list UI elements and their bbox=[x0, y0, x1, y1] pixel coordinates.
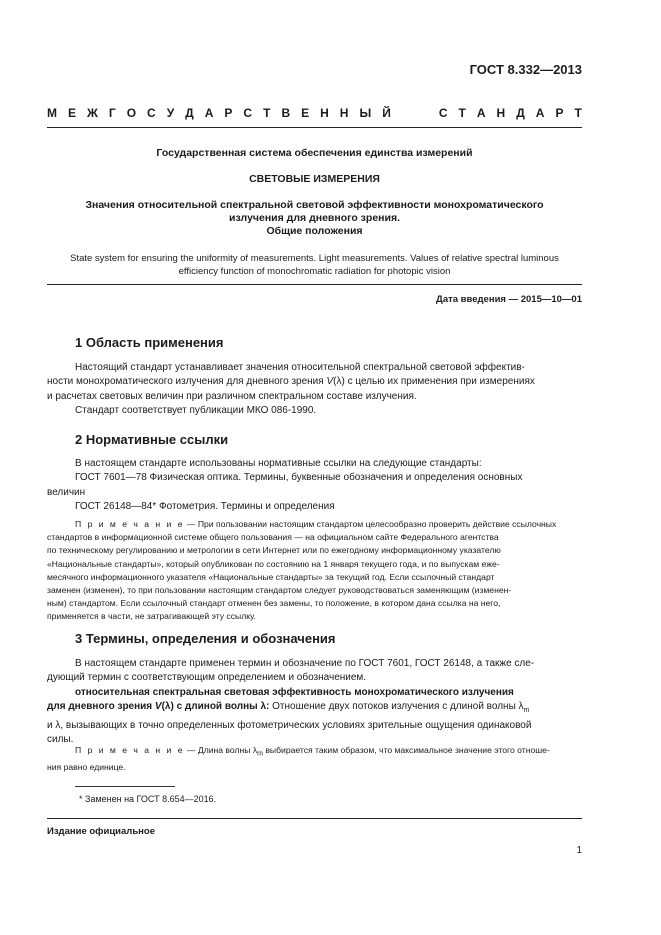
header-rule bbox=[47, 127, 582, 128]
publication-note: Издание официальное bbox=[47, 826, 155, 837]
banner-letter: Н bbox=[320, 106, 329, 120]
banner-letter: С bbox=[243, 106, 253, 120]
banner-letter: О bbox=[126, 106, 137, 120]
section-1-heading: 1 Область применения bbox=[75, 335, 224, 350]
banner-letter: А bbox=[535, 106, 545, 120]
banner-letter: С bbox=[438, 106, 448, 120]
section-3-paragraph: В настоящем стандарте применен термин и обозначение по ГОСТ 7601, ГОСТ 26148, а также сле- дующий термин с соответствующим определением и обозначением. относительная спектральная световая эффективность монохроматического излучения для дневного зрения V(λ) с длиной волны λ: Отношение двух потоков излучения с длиной волны $\lambda_m$ и λ, вызывающих в точно определенных фотометрических условиях зрительные ощущения одинаковой силы. bbox=[47, 658, 535, 746]
banner-letter: Н bbox=[496, 106, 506, 120]
banner-letter: Т bbox=[263, 106, 271, 120]
banner-letter: М bbox=[47, 106, 57, 120]
banner-letter: Т bbox=[458, 106, 466, 120]
banner-letter: Р bbox=[555, 106, 564, 120]
banner-letter: С bbox=[147, 106, 156, 120]
footer-rule bbox=[47, 818, 582, 819]
banner-gap bbox=[402, 106, 428, 120]
title-rule bbox=[47, 284, 582, 285]
banner-letter: Р bbox=[224, 106, 233, 120]
banner-letter: У bbox=[166, 106, 175, 120]
banner-letter: Ж bbox=[87, 106, 98, 120]
banner-letter: Н bbox=[339, 106, 349, 120]
section-2-note: П р и м е ч а н и е — При пользовании настоящим стандартом целесообразно проверить действие ссылочных стандартов в информационной системе общего пользования — на официальном сайте Федерального агентства по техническому регулированию и метрологии в сети Интернет или по ежегодному информационному указателю «Национальные стандарты», который опубликован по состоянию на 1 января текущего года, и по выпускам еже- месячного информационного указателя «Национальные стандарты» за текущий год. Если ссылочный стандарт заменен (изменен), то при пользовании настоящим стандартом следует руководствоваться заменяющим (изменен- ным) стандартом. Если ссылочный стандарт отменен без замены, то положение, в котором дана ссылка на него, применяется в части, не затрагивающей эту ссылку. bbox=[47, 519, 557, 622]
section-2-paragraph: В настоящем стандарте использованы нормативные ссылки на следующие стандарты: ГОСТ 7601—78 Физическая оптика. Термины, буквенные обозначения и определения основных величин ГОСТ 26148—84* Фотометрия. Термины и определения bbox=[47, 458, 523, 513]
standard-subject: СВЕТОВЫЕ ИЗМЕРЕНИЯ bbox=[249, 173, 380, 185]
section-1-paragraph: Настоящий стандарт устанавливает значения относительной спектральной световой эффектив- ности монохроматического излучения для дневного зрения V(λ) с целью их применения при измерениях и расчетах световых величин при различном спектральном составе излучения. Стандарт соответствует публикации МКО 086-1990. bbox=[47, 362, 535, 417]
page-number: 1 bbox=[576, 845, 582, 856]
banner-letter: Е bbox=[68, 106, 77, 120]
section-2-heading: 2 Нормативные ссылки bbox=[75, 432, 229, 447]
banner-letter: Т bbox=[574, 106, 582, 120]
footnote-rule bbox=[75, 786, 175, 787]
interstate-standard-banner bbox=[47, 106, 582, 120]
banner-letter: Ы bbox=[359, 106, 372, 120]
english-title: State system for ensuring the uniformity of measurements. Light measurements. Values of relative spectral luminous efficiency function of monochromatic radiation for photopic vision bbox=[70, 253, 559, 277]
effective-date: Дата введения — 2015—10—01 bbox=[436, 294, 582, 305]
banner-letter: Д bbox=[185, 106, 194, 120]
section-3-note: П р и м е ч а н и е — Длина волны $\lambda_m$ выбирается таким образом, что максимальное значение этого отноше- ния равно единице. bbox=[47, 745, 550, 772]
banner-letter: Е bbox=[301, 106, 310, 120]
standard-title: Значения относительной спектральной световой эффективности монохроматического излучения для дневного зрения. Общие положения bbox=[85, 199, 544, 237]
standard-system: Государственная система обеспечения единства измерений bbox=[156, 147, 473, 159]
banner-letter: А bbox=[204, 106, 214, 120]
section-3-heading: 3 Термины, определения и обозначения bbox=[75, 631, 336, 646]
footnote: * Заменен на ГОСТ 8.654—2016. bbox=[79, 794, 217, 804]
banner-letter: А bbox=[476, 106, 486, 120]
document-code: ГОСТ 8.332—2013 bbox=[469, 62, 582, 77]
banner-letter: Г bbox=[108, 106, 116, 120]
banner-letter: В bbox=[281, 106, 291, 120]
banner-letter: Й bbox=[382, 106, 391, 120]
banner-letter: Д bbox=[516, 106, 525, 120]
